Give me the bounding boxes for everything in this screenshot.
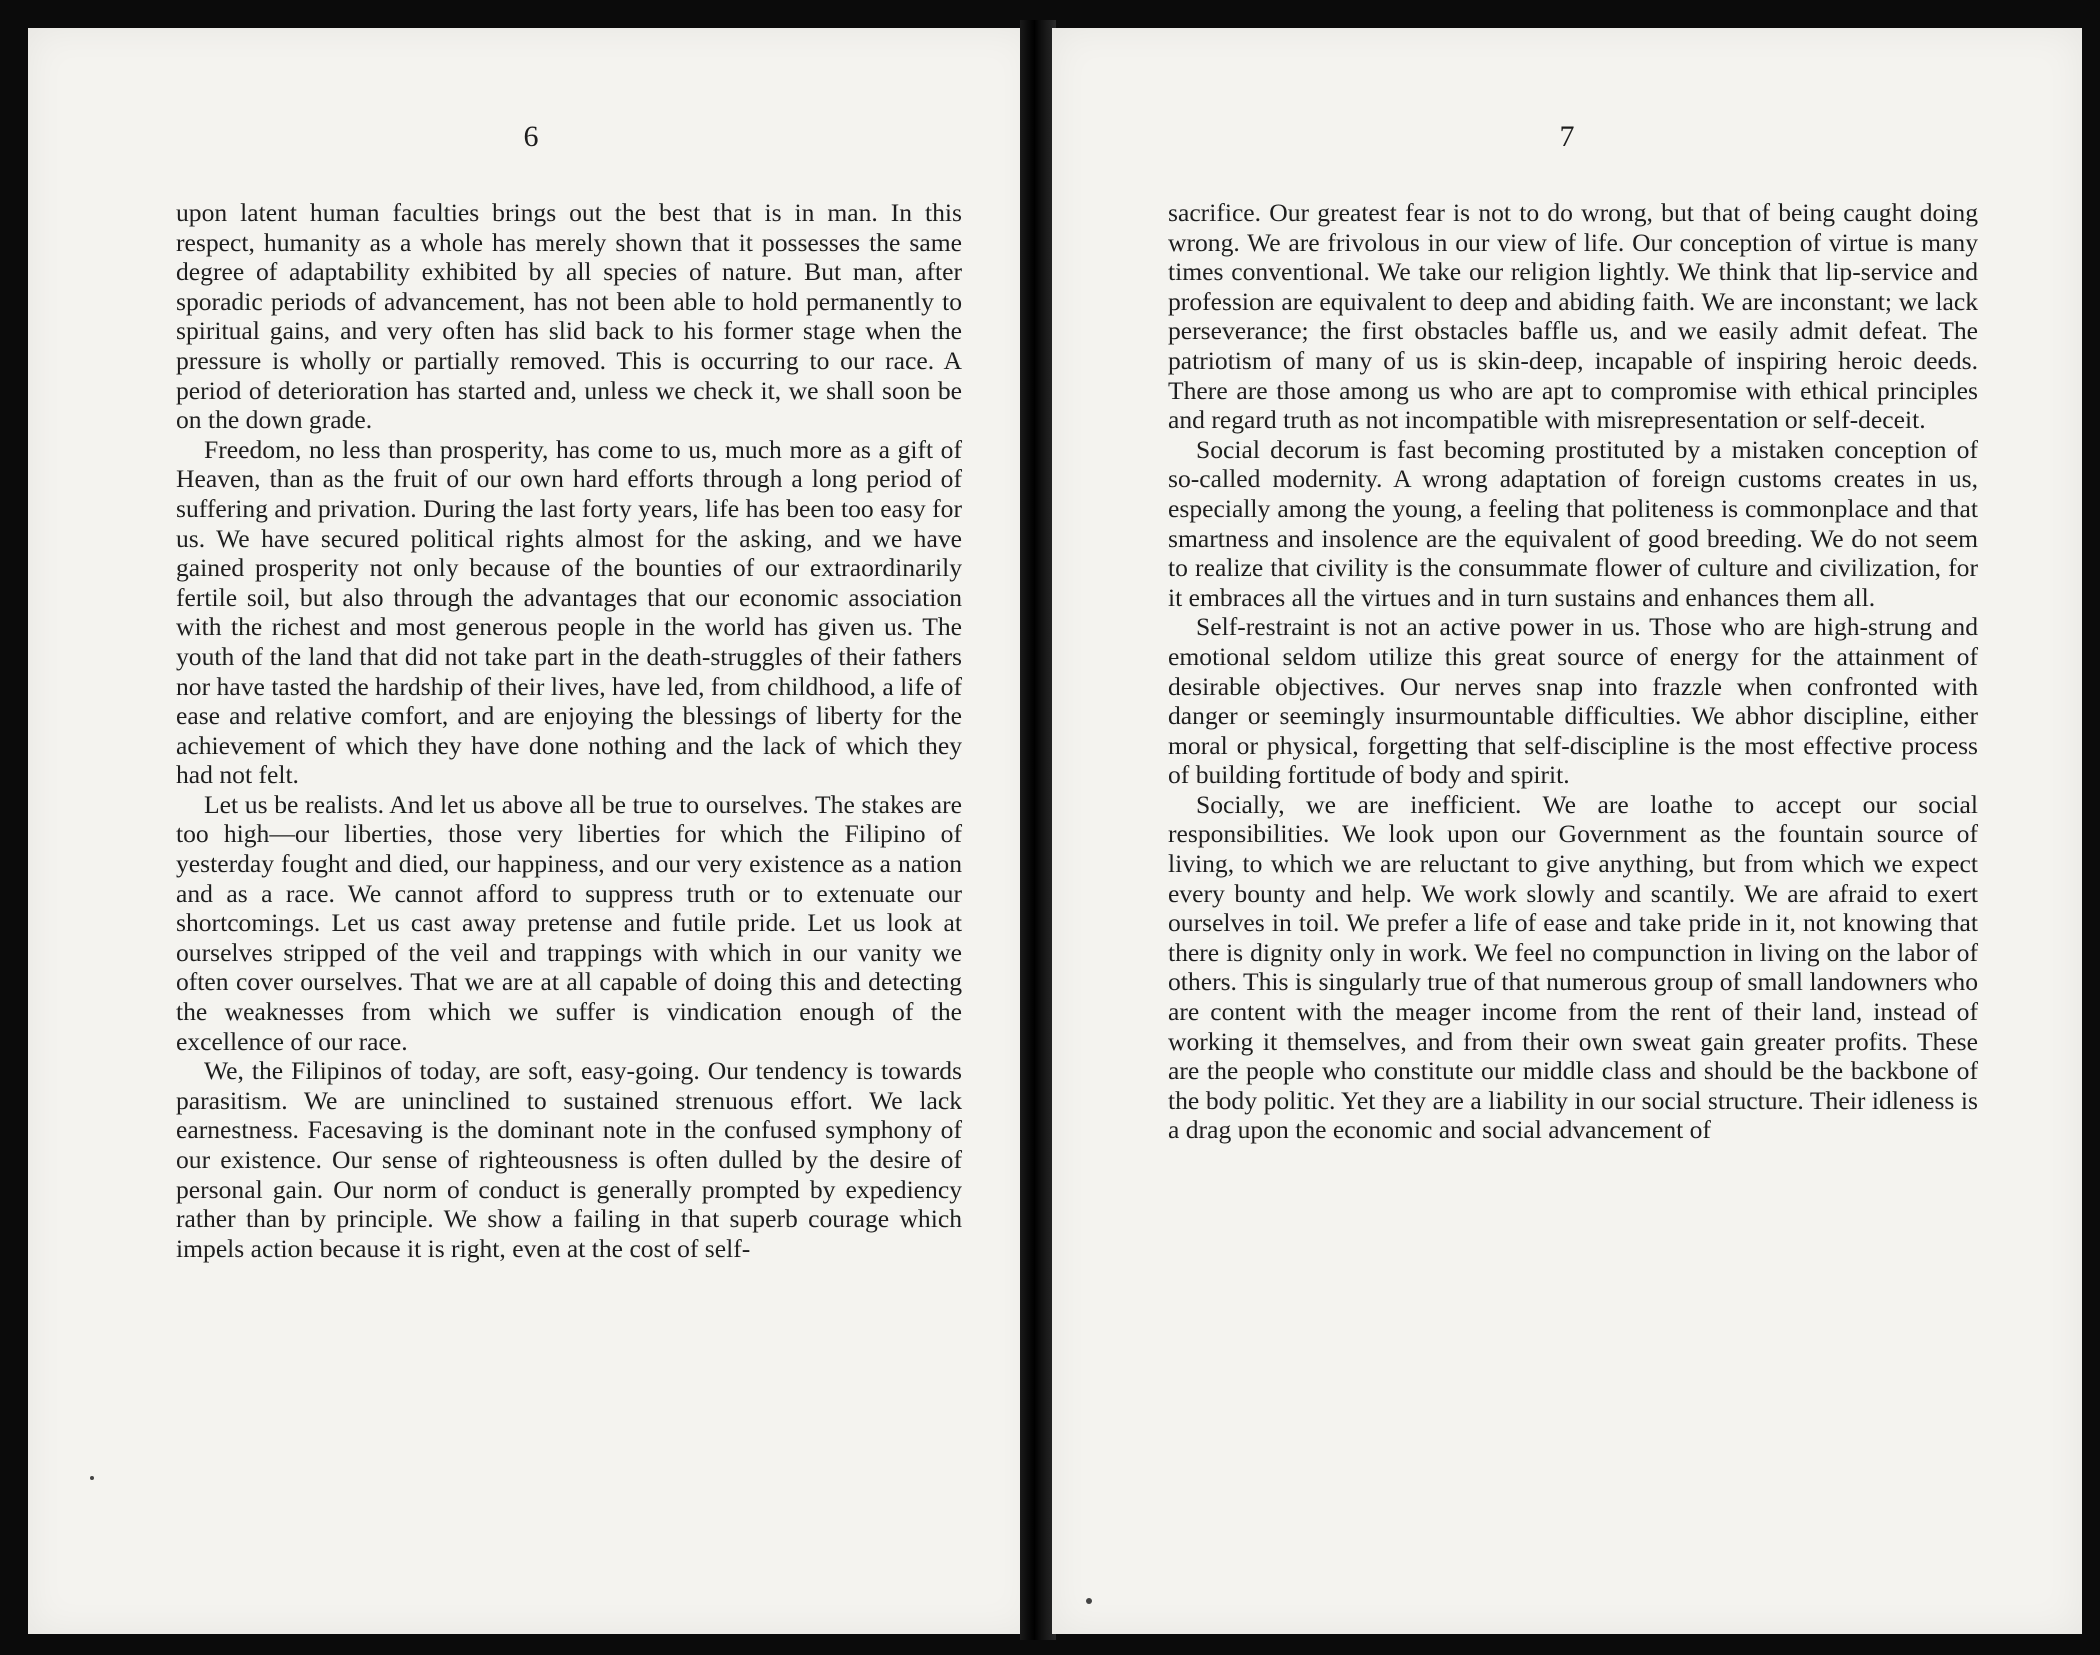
paragraph: Socially, we are inefficient. We are loathe to accept our social responsibilities. We look upon our Government as the fountain source of living, to which we are reluctant to give anything, but from which we expect every bounty and help. We work slowly and scantily. We are afraid to exert ourselves in toil. We prefer a life of ease and take pride in it, not knowing that there is dignity only in work. We feel no compunction in living on the labor of others. This is singularly true of that numerous group of small landowners who are content with the meager income from the rent of their land, instead of working it themselves, and from their own sweat gain greater profits. These are the people who constitute our middle class and should be the backbone of the body politic. Yet they are a liability in our social structure. Their idleness is a drag upon the economic and social advancement of bbox=[1168, 789, 1978, 1145]
ink-speck bbox=[90, 1476, 94, 1480]
page-number-left: 6 bbox=[523, 120, 539, 153]
paragraph: sacrifice. Our greatest fear is not to do wrong, but that of being caught doing wrong. We are frivolous in our view of life. Our conception of virtue is many times conventional. We take our religion lightly. We think that lip-service and profession are equivalent to deep and abiding faith. We are inconstant; we lack perseverance; the first obstacles baffle us, and we easily admit defeat. The patriotism of many of us is skin-deep, incapable of inspiring heroic deeds. There are those among us who are apt to compromise with ethical principles and regard truth as not incompatible with misrepresentation or self-deceit. bbox=[1168, 198, 1978, 435]
right-page-text bbox=[1168, 198, 1978, 1145]
binding-gutter bbox=[1020, 20, 1056, 1640]
ink-speck bbox=[1086, 1598, 1092, 1604]
paragraph: Self-restraint is not an active power in us. Those who are high-strung and emotional seldom utilize this great source of energy for the attainment of desirable objectives. Our nerves snap into frazzle when confronted with danger or seemingly insurmountable difficulties. We abhor discipline, either moral or physical, forgetting that self-discipline is the most effective process of building fortitude of body and spirit. bbox=[1168, 612, 1978, 790]
left-page bbox=[28, 28, 1034, 1634]
page-number-right: 7 bbox=[1559, 120, 1575, 153]
left-page-text bbox=[176, 198, 962, 1263]
right-page bbox=[1052, 28, 2082, 1634]
paragraph: upon latent human faculties brings out the best that is in man. In this respect, humanity as a whole has merely shown that it possesses the same degree of adaptability exhibited by all species of nature. But man, after sporadic periods of advancement, has not been able to hold permanently to spiritual gains, and very often has slid back to his former stage when the pressure is wholly or partially removed. This is occurring to our race. A period of deterioration has started and, unless we check it, we shall soon be on the down grade. bbox=[176, 198, 962, 435]
paragraph: Freedom, no less than prosperity, has come to us, much more as a gift of Heaven, than as the fruit of our own hard efforts through a long period of suffering and privation. During the last forty years, life has been too easy for us. We have secured political rights almost for the asking, and we have gained prosperity not only because of the bounties of our extraordinarily fertile soil, but also through the advantages that our economic association with the richest and most generous people in the world has given us. The youth of the land that did not take part in the death-struggles of their fathers nor have tasted the hardship of their lives, have led, from childhood, a life of ease and relative comfort, and are enjoying the blessings of liberty for the achievement of which they have done nothing and the lack of which they had not felt. bbox=[176, 434, 962, 790]
paragraph: We, the Filipinos of today, are soft, easy-going. Our tendency is towards parasitism. We are uninclined to sustained strenuous effort. We lack earnestness. Facesaving is the dominant note in the confused symphony of our existence. Our sense of righteousness is often dulled by the desire of personal gain. Our norm of conduct is generally prompted by expediency rather than by principle. We show a failing in that superb courage which impels action because it is right, even at the cost of self- bbox=[176, 1056, 962, 1263]
paragraph: Social decorum is fast becoming prostituted by a mistaken conception of so-called modernity. A wrong adaptation of foreign customs creates in us, especially among the young, a feeling that politeness is commonplace and that smartness and insolence are the equivalent of good breeding. We do not seem to realize that civility is the consummate flower of culture and civilization, for it embraces all the virtues and in turn sustains and enhances them all. bbox=[1168, 434, 1978, 612]
paragraph: Let us be realists. And let us above all be true to ourselves. The stakes are too high—our liberties, those very liberties for which the Filipino of yesterday fought and died, our happiness, and our very existence as a nation and as a race. We cannot afford to suppress truth or to extenuate our shortcomings. Let us cast away pretense and futile pride. Let us look at ourselves stripped of the veil and trappings with which in our vanity we often cover ourselves. That we are at all capable of doing this and detecting the weaknesses from which we suffer is vindication enough of the excellence of our race. bbox=[176, 789, 962, 1056]
